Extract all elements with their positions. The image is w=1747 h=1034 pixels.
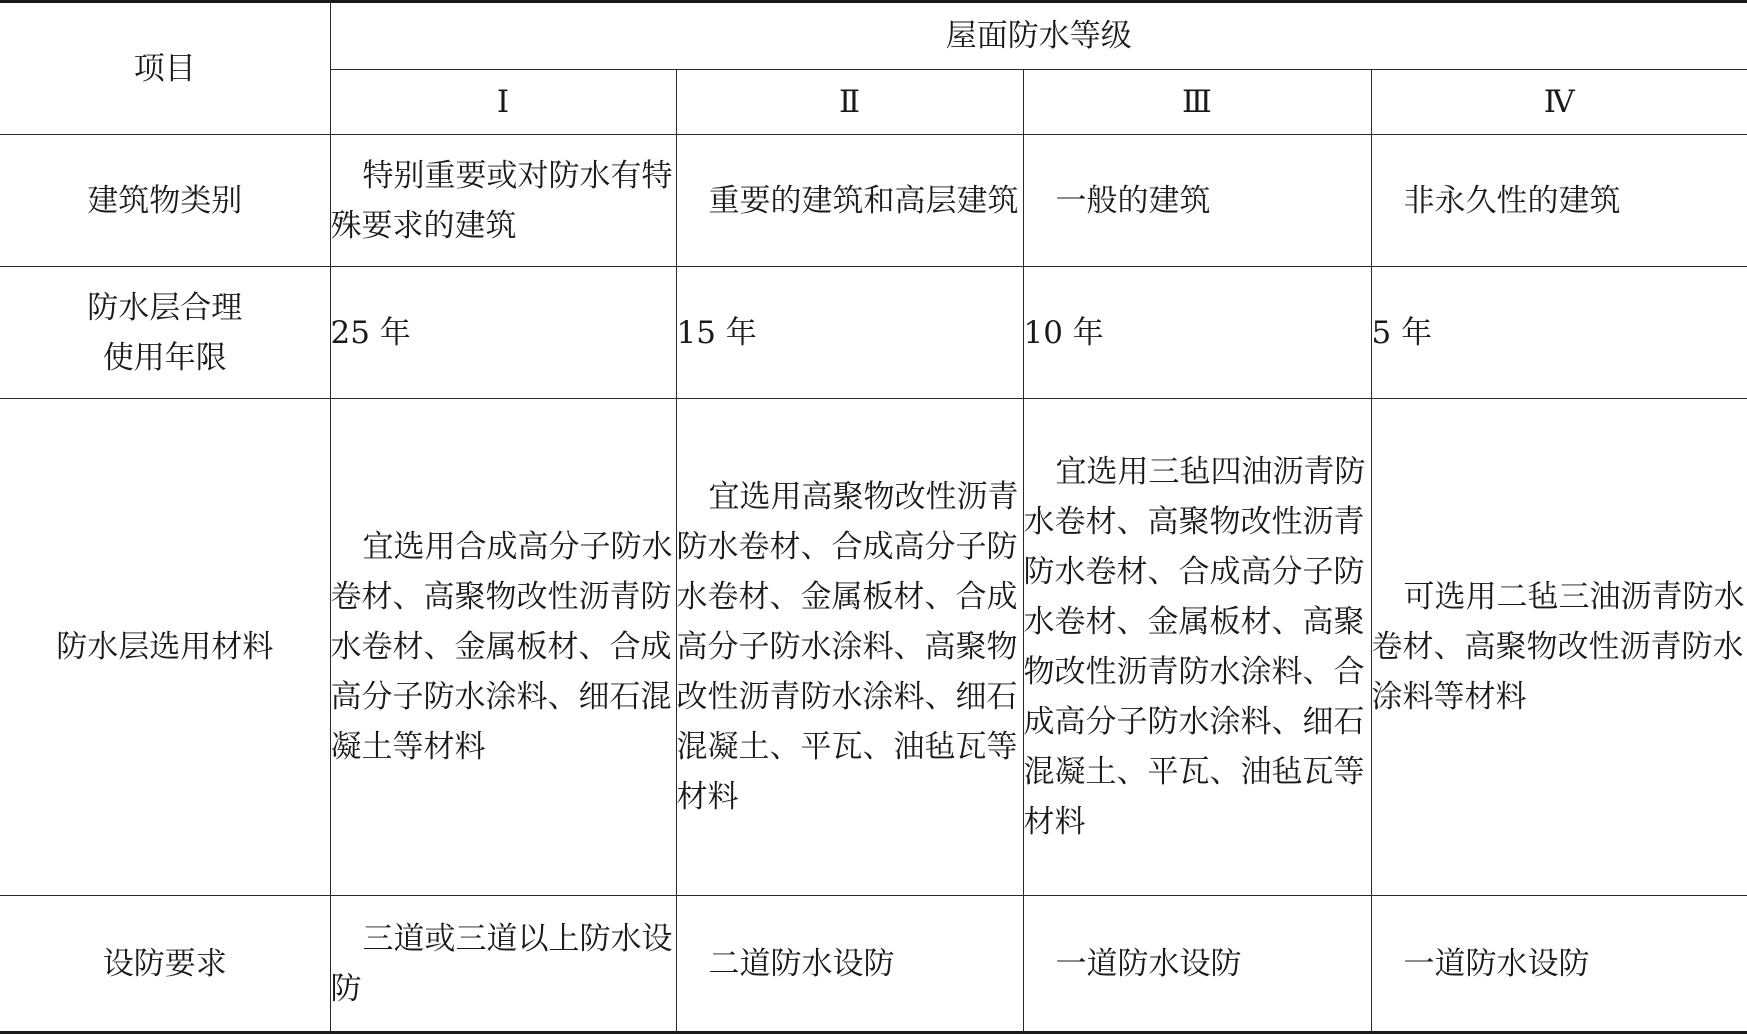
- table-cell: [1371, 399, 1747, 896]
- table-row-materials: [0, 399, 1747, 896]
- row-label-line-2: 使用年限: [102, 339, 227, 376]
- item-header-label: 项目: [133, 50, 196, 87]
- row-label-text: 设防要求: [102, 945, 227, 982]
- cell-text: 二道防水设防: [708, 945, 895, 982]
- table-cell: [330, 267, 676, 399]
- row-label-line-1: 防水层合理: [87, 289, 243, 326]
- item-header-cell: [0, 2, 330, 135]
- cell-text: 15 年: [676, 314, 757, 351]
- row-label-building-category: [0, 135, 330, 267]
- cell-text: 特别重要或对防水有特殊要求的建筑: [330, 157, 673, 244]
- row-label-materials: [0, 399, 330, 896]
- table-cell: [1023, 896, 1371, 1033]
- table-row-service-life: [0, 267, 1747, 399]
- table-row-defense-requirement: [0, 896, 1747, 1033]
- cell-text: 宜选用三毡四油沥青防水卷材、高聚物改性沥青防水卷材、合成高分子防水卷材、金属板材、高聚物改性沥青防水涂料、合成高分子防水涂料、细石混凝土、平瓦、油毡瓦等材料: [1023, 454, 1366, 840]
- table-cell: [676, 135, 1023, 267]
- cell-text: 三道或三道以上防水设防: [330, 920, 673, 1007]
- grade-group-header-label: 屋面防水等级: [945, 18, 1132, 54]
- table-cell: [330, 399, 676, 896]
- table-cell: [676, 399, 1023, 896]
- table-row-building-category: [0, 135, 1747, 267]
- cell-text: 5 年: [1371, 314, 1433, 351]
- row-label-text: 防水层选用材料: [56, 629, 274, 665]
- cell-text: 一道防水设防: [1403, 945, 1590, 982]
- cell-text: 宜选用高聚物改性沥青防水卷材、合成高分子防水卷材、金属板材、合成高分子防水涂料、高聚物改性沥青防水涂料、细石混凝土、平瓦、油毡瓦等材料: [676, 479, 1019, 815]
- grade-2-header: [676, 70, 1023, 135]
- grade-3-label: Ⅲ: [1182, 84, 1212, 120]
- table-cell: [1023, 267, 1371, 399]
- cell-text: 10 年: [1023, 314, 1104, 351]
- table-cell: [676, 267, 1023, 399]
- table-cell: [1023, 399, 1371, 896]
- table-cell: [1371, 135, 1747, 267]
- table-cell: [1023, 135, 1371, 267]
- table-cell: [1371, 896, 1747, 1033]
- table-cell: [330, 135, 676, 267]
- cell-text: 一道防水设防: [1055, 945, 1242, 982]
- cell-text: 25 年: [330, 314, 411, 351]
- grade-4-label: Ⅳ: [1543, 84, 1575, 120]
- grade-2-label: Ⅱ: [838, 84, 861, 120]
- row-label-defense-requirement: [0, 896, 330, 1033]
- row-label-service-life: [0, 267, 330, 399]
- cell-text: 可选用二毡三油沥青防水卷材、高聚物改性沥青防水涂料等材料: [1371, 579, 1745, 715]
- grade-group-header-cell: [330, 2, 1747, 70]
- header-row-1: [0, 2, 1747, 70]
- cell-text: 非永久性的建筑: [1403, 182, 1621, 219]
- table-cell: [676, 896, 1023, 1033]
- grade-1-header: [330, 70, 676, 135]
- cell-text: 一般的建筑: [1055, 182, 1211, 219]
- row-label-text: 建筑物类别: [87, 182, 243, 219]
- table-cell: [1371, 267, 1747, 399]
- cell-text: 重要的建筑和高层建筑: [708, 182, 1019, 219]
- grade-3-header: [1023, 70, 1371, 135]
- table-cell: [330, 896, 676, 1033]
- cell-text: 宜选用合成高分子防水卷材、高聚物改性沥青防水卷材、金属板材、合成高分子防水涂料、细石混凝土等材料: [330, 529, 673, 765]
- grade-1-label: Ⅰ: [496, 84, 510, 120]
- grade-4-header: [1371, 70, 1747, 135]
